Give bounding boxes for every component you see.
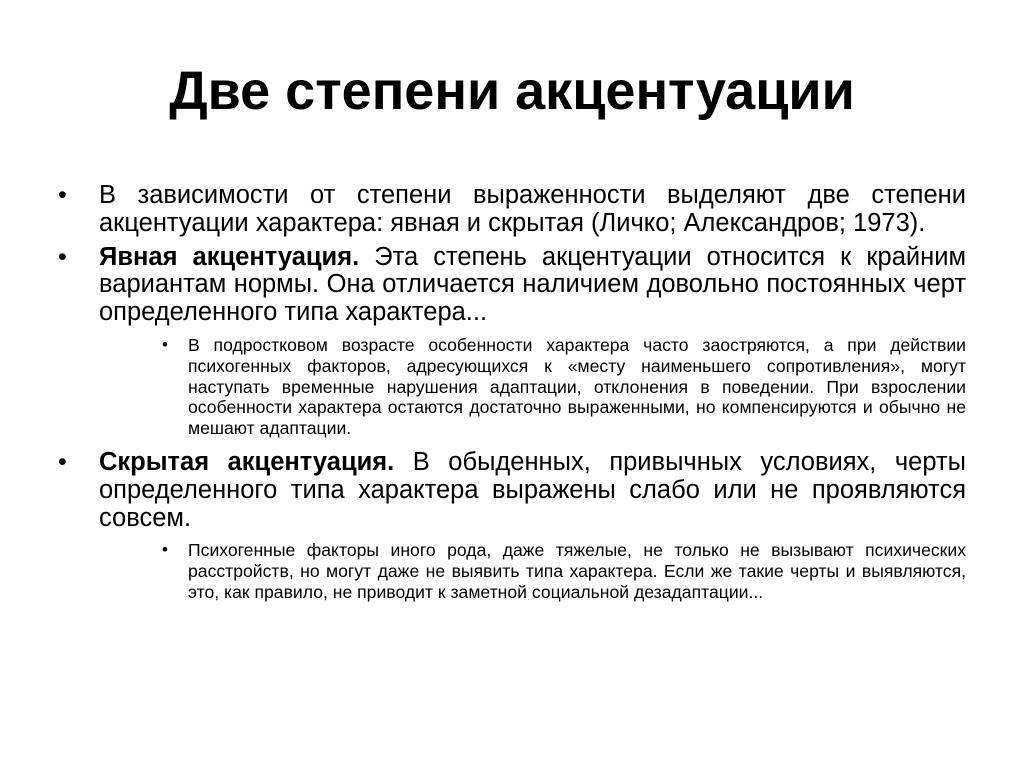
- bullet-item-degrees-intro: [58, 182, 966, 238]
- term-explicit-accentuation: Явная акцентуация.: [99, 242, 360, 271]
- bullet-text: В зависимости от степени выраженности выделяют две степени акцентуации характера: явная и скрытая (Личко; Александров; 1973).: [99, 181, 966, 237]
- sub-bullet-item-adolescence: [162, 335, 966, 439]
- bullet-text: В обыденных, привычных условиях, черты определенного типа характера выражены слабо или не проявляются совсем.: [99, 447, 966, 532]
- bullet-item-explicit-accentuation: [58, 244, 966, 327]
- bullet-icon: •: [58, 447, 67, 476]
- sub-bullet-item-psychogenic-factors: [162, 540, 966, 602]
- bullet-icon: •: [58, 181, 67, 209]
- bullet-icon: •: [58, 242, 67, 271]
- sub-bullet-icon: •: [162, 334, 168, 354]
- sub-bullet-text: В подростковом возрасте особенности характера часто заостряются, а при действии психогенных факторов, адресующихся к «месту наименьшего сопротивления», могут наступать временные нарушения адаптации, отклонения в поведении. При взрослении особенности характера остаются достаточно выраженными, но компенсируются и обычно не мешают адаптации.: [188, 334, 966, 439]
- sub-bullet-icon: •: [162, 540, 168, 560]
- bullet-list: [58, 182, 966, 603]
- sub-bullet-text: Психогенные факторы иного рода, даже тяжелые, не только не вызывают психических расстройств, но могут даже не выявить типа характера. Если же такие черты и выявляются, это, как правило, не приводит к заметной социальной дезадаптации...: [188, 540, 966, 602]
- slide-title: Две степени акцентуации: [169, 61, 855, 121]
- bullet-item-hidden-accentuation: [58, 449, 966, 532]
- term-hidden-accentuation: Скрытая акцентуация.: [99, 447, 395, 476]
- bullet-text: Эта степень акцентуации относится к крайним вариантам нормы. Она отличается наличием довольно постоянных черт определенного типа характера...: [99, 242, 966, 327]
